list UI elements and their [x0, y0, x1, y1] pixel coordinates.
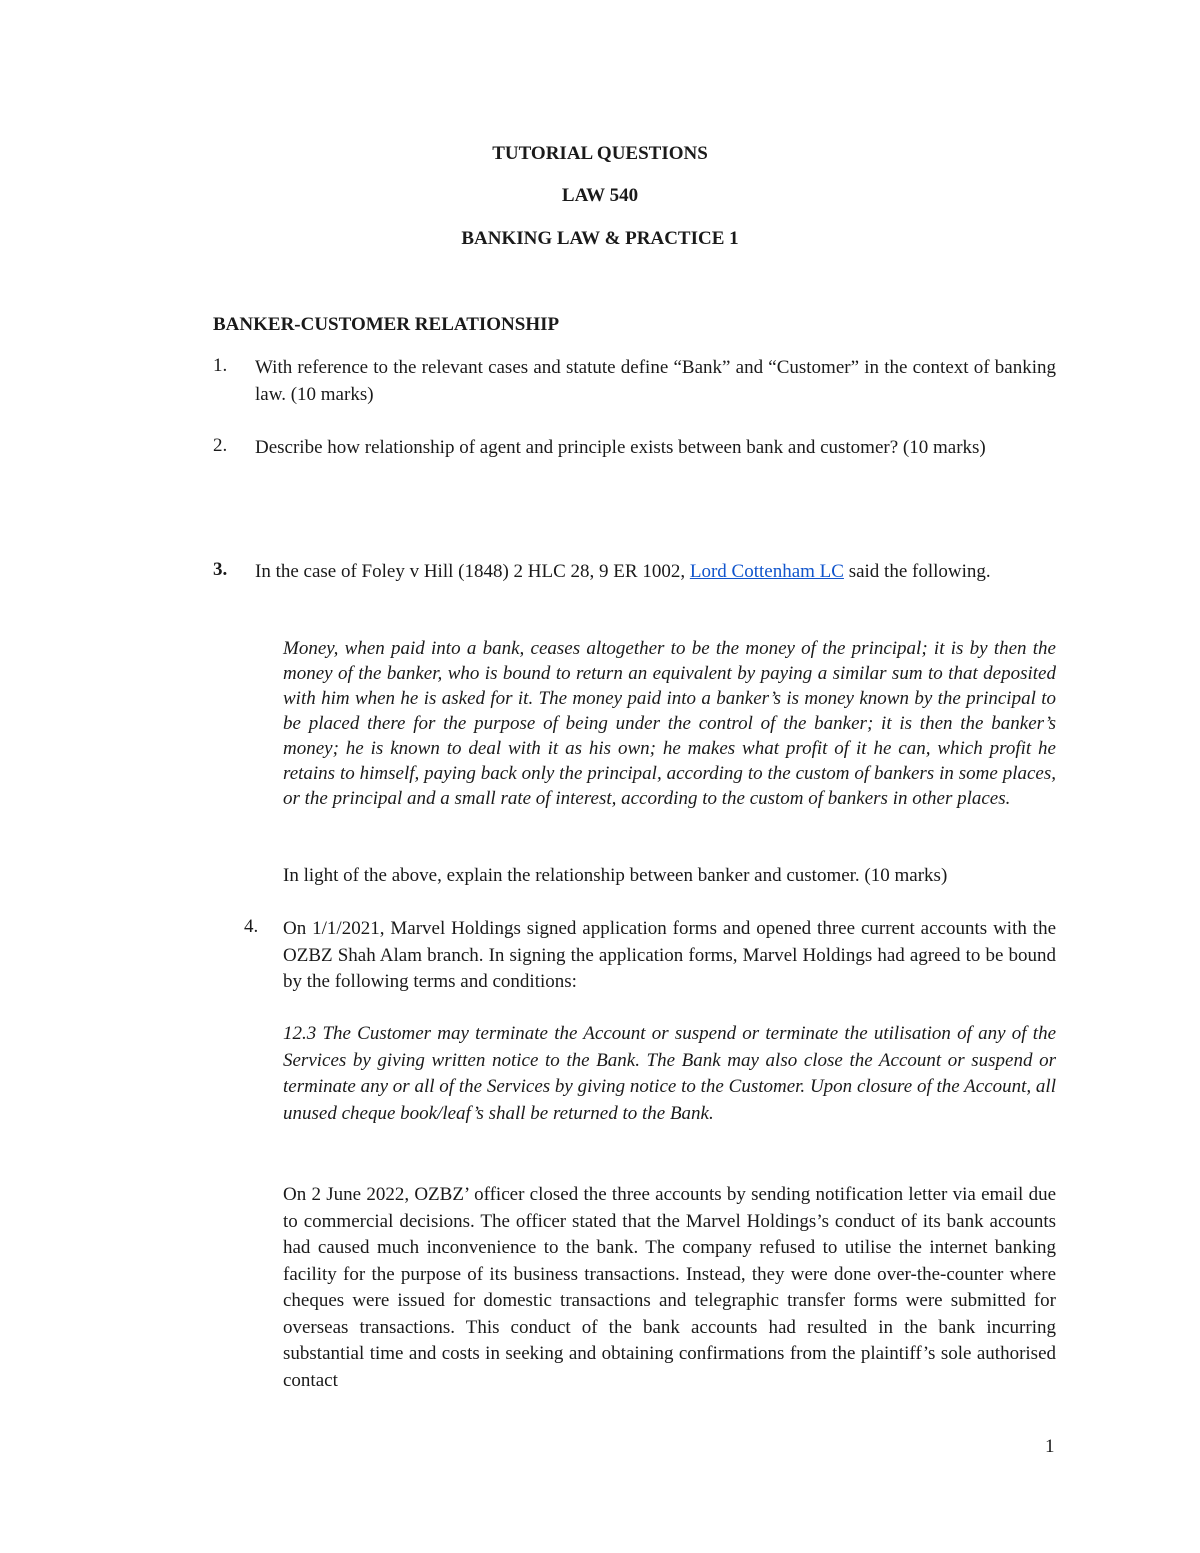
case-facts: On 2 June 2022, OZBZ’ officer closed the three accounts by sending notification letter via email due to commercial decisions. The officer stated that the Marvel Holdings’s conduct of its bank accounts had caused much inconvenience to the bank. The company refused to utilise the internet banking facility for the purpose of its business transactions. Instead, they were done over-the-counter where cheques were issued for domestic transactions and telegraphic transfer forms were submitted for overseas transactions. This conduct of the bank accounts had resulted in the bank incurring substantial time and costs in seeking and obtaining confirmations from the plaintiff’s sole authorised contact: [283, 1184, 1056, 1391]
question-number: 4.: [244, 916, 259, 937]
page-number: 1: [1045, 1436, 1055, 1457]
course-code: LAW 540: [561, 185, 639, 206]
question-number: 3.: [213, 559, 228, 580]
intro-text-end: said the following.: [843, 561, 991, 582]
question-number: 2.: [213, 435, 228, 456]
question-text: With reference to the relevant cases and statute define “Bank” and “Customer” in the context of banking law. (10 marks): [255, 357, 1056, 405]
question-intro: On 1/1/2021, Marvel Holdings signed application forms and opened three current accounts with the OZBZ Shah Alam branch. In signing the application forms, Marvel Holdings had agreed to be bound by the following terms and conditions:: [283, 918, 1056, 992]
course-name: BANKING LAW & PRACTICE 1: [461, 228, 739, 249]
terms-clause: 12.3 The Customer may terminate the Account or suspend or terminate the utilisation of any of the Services by giving written notice to the Bank. The Bank may also close the Account or suspend or terminate any or all of the Services by giving notice to the Customer. Upon closure of the Account, all unused cheque book/leaf’s shall be returned to the Bank.: [283, 1023, 1056, 1124]
section-heading: BANKER-CUSTOMER RELATIONSHIP: [213, 314, 560, 335]
question-text: Describe how relationship of agent and principle exists between bank and customer? (10 marks): [255, 437, 986, 458]
intro-text: In the case of Foley v Hill (1848) 2 HLC 28, 9 ER 1002,: [255, 561, 690, 582]
question-task: In light of the above, explain the relationship between banker and customer. (10 marks): [283, 865, 948, 886]
question-intro: [255, 559, 1056, 586]
foley-v-hill-quote: Money, when paid into a bank, ceases altogether to be the money of the principal; it is by then the money of the banker, who is bound to return an equivalent by paying a similar sum to that deposited with him when he is asked for it. The money paid into a banker’s is money known by the principal to be placed there for the purpose of being under the control of the banker; it is then the banker’s money; he is known to deal with it as his own; he makes what profit of it he can, which profit he retains to himself, paying back only the principal, according to the custom of bankers in some places, or the principal and a small rate of interest, according to the custom of bankers in other places.: [283, 638, 1056, 809]
question-number: 1.: [213, 355, 228, 376]
lord-cottenham-link[interactable]: Lord Cottenham LC: [689, 561, 844, 582]
document-title: TUTORIAL QUESTIONS: [492, 143, 708, 164]
